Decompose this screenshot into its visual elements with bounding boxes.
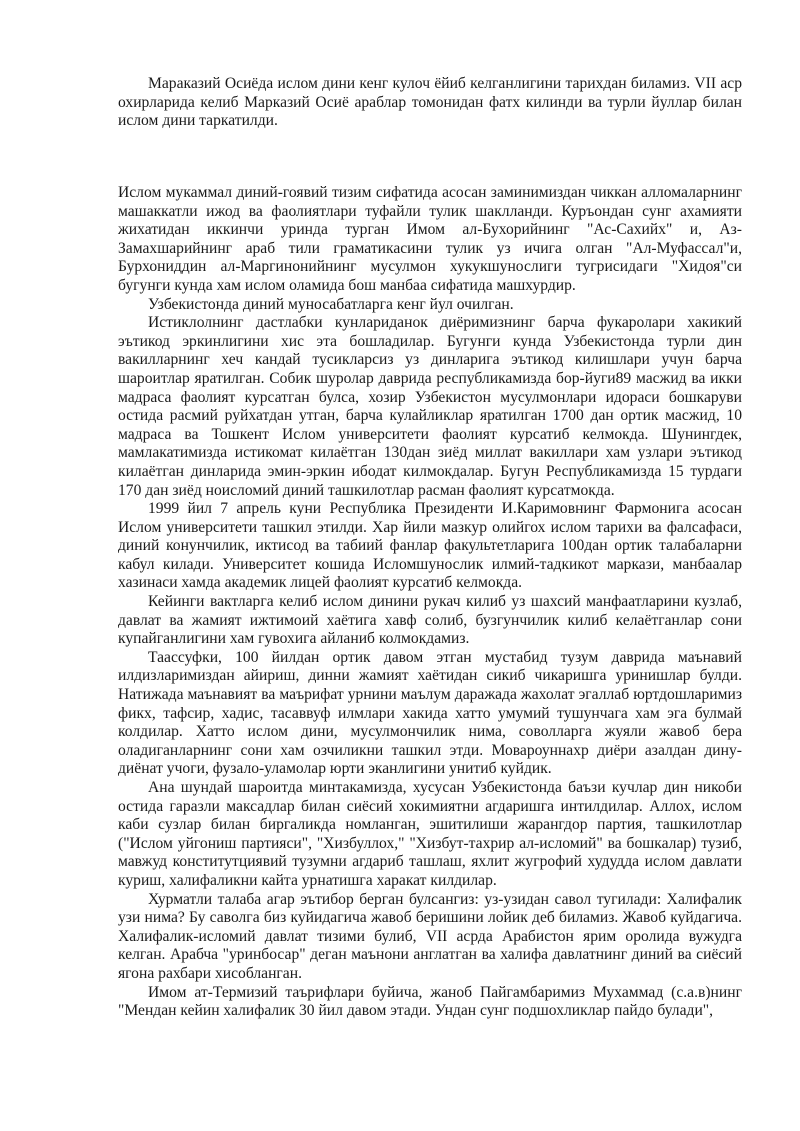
paragraph-political-forces: Ана шундай шароитда минтакамизда, хусусан Узбекистонда баъзи кучлар дин никоби остида гаразли максадлар билан сиёсий хокимиятни агдаришга интилдилар. Аллох, ислом каби сузлар билан биргаликда номланган, эшитилиши жарангдор партия, ташкилотлар ("Ислом уйгониш партияси", "Хизбуллох," "Хизбут-тахрир ал-исломий" ва бошкалар) тузиб, мавжуд конститутциявий тузумни агдариб ташлаш, яхлит жугрофий худудда ислом давлати куриш, халифаликни кайта урнатишга харакат килдилар. [118, 779, 742, 889]
paragraph-independence: Истиклолнинг дастлабки кунлариданок диёримизнинг барча фукаролари хакикий эътикод эркинлигини хис эта бошладилар. Бугунги кунда Узбекистонда турли дин вакилларнинг хеч кандай тусикларсиз уз динларига эътикод килишлари учун барча шароитлар яратилган. Собик шуролар даврида республикамизда бор-йуги89 масжид ва икки мадраса фаолият курсатган булса, хозир Узбекистон мусулмонлари идораси бошкаруви остида расмий руйхатдан утган, барча кулайликлар яратилган 1700 дан ортик масжид, 10 мадраса ва Тошкент Ислом университети фаолият курсатиб келмокда. Шунингдек, мамлакатимизда истикомат килаётган 130дан зиёд миллат вакиллари хам узлари эътикод килаётган динларида эмин-эркин ибодат килмокдалар. Бугун Республикамизда 15 турдаги 170 дан зиёд ноисломий диний ташкилотлар расман фаолият курсатмокда. [118, 314, 742, 499]
intro-paragraph: Мараказий Осиёда ислом дини кенг кулоч ёйиб келганлигини тарихдан биламиз. VII аср охирларида келиб Марказий Осиё араблар томонидан фатх килинди ва турли йуллар билан ислом дини таркатилди. [118, 75, 742, 130]
intro-section [118, 75, 742, 131]
paragraph-imam-termizi: Имом ат-Термизий таърифлари буйича, жаноб Пайгамбаримиз Мухаммад (с.а.в)нинг "Мендан кейин халифалик 30 йил давом этади. Ундан сунг подшохликлар пайдо булади", [118, 983, 742, 1020]
paragraph-recent-times: Кейинги вактларга келиб ислом динини рукач килиб уз шахсий манфаатларини кузлаб, давлат ва жамият ижтимоий хаётига хавф солиб, бузгунчилик килиб келаётганлар сони купайганлигини хам гувохига айланиб колмокдамиз. [118, 593, 742, 648]
paragraph-regret: Таассуфки, 100 йилдан ортик давом этган мустабид тузум даврида маънавий илдизларимиздан айириш, динни жамият хаётидан сикиб чикаришга уринишлар булди. Натижада маънавият ва маърифат урнини маълум даражада жахолат эгаллаб юртдошларимиз фикх, тафсир, хадис, тасаввуф илмлари хакида хатто умумий тушунчага хам эга булмай колдилар. Хатто ислом дини, мусулмончилик нима, соволларга жуяли жавоб бера оладиганларнинг сони хам озчиликни ташкил этди. Мовароуннахр диёри азалдан дину-диёнат учоги, фузало-уламолар юрти эканлигини унитиб куйдик. [118, 648, 742, 778]
main-section [118, 184, 742, 1021]
paragraph-islam-formation: Ислом мукаммал диний-гоявий тизим сифатида асосан заминимиздан чиккан алломаларнинг машаккатли ижод ва фаолиятлари туфайли тулик шаклланди. Куръондан сунг ахамияти жихатидан иккинчи уринда турган Имом ал-Бухорийнинг "Ас-Сахийх" и, Аз-Замахшарийнинг араб тили граматикасини тулик уз ичига олган "Ал-Муфассал"и, Бурхониддин ал-Маргинонийнинг мусулмон хукукшунослиги тугрисидаги "Хидоя"си бугунги кунда хам ислом оламида бош манбаа сифатида машхурдир. [118, 184, 742, 294]
paragraph-religious-freedom-heading: Узбекистонда диний муносабатларга кенг йул очилган. [148, 295, 514, 313]
paragraph-islamic-university: 1999 йил 7 апрель куни Республика Президенти И.Каримовнинг Фармонига асосан Ислом университети ташкил этилди. Хар йили мазкур олийгох ислом тарихи ва фалсафаси, диний конунчилик, иктисод ва табиий фанлар факультетларига 100дан ортик талабаларни кабул килади. Университет кошида Исломшунослик илмий-тадкикот маркази, манбаалар хазинаси хамда академик лицей фаолият курсатиб келмокда. [118, 500, 742, 592]
paragraph-caliphate-question: Хурматли талаба агар эътибор берган булсангиз: уз-узидан савол тугилади: Халифалик узи нима? Бу саволга биз куйидагича жавоб беришини лойик деб биламиз. Жавоб куйдагича. Халифалик-исломий давлат тизими булиб, VII асрда Арабистон ярим оролида вужудга келган. Арабча "уринбосар" деган маънони англатган ва халифа давлатнинг диний ва сиёсий ягона рахбари хисобланган. [118, 890, 742, 982]
